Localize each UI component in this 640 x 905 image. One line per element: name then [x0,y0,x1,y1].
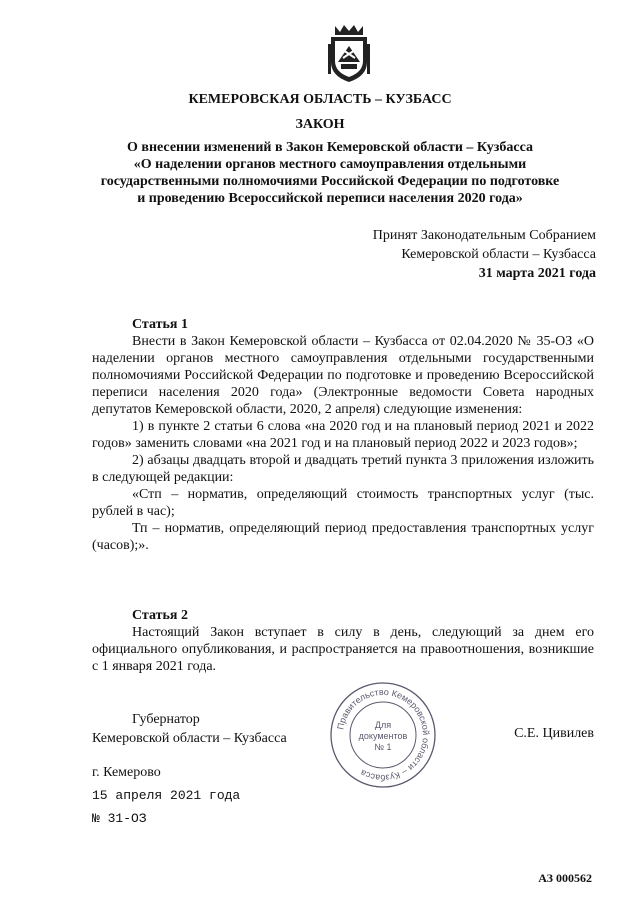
law-number: № 31-ОЗ [92,811,147,826]
serial-number: АЗ 000562 [538,871,592,885]
governor-title-line: Кемеровской области – Кузбасса [92,731,287,746]
adoption-date: 31 марта 2021 года [478,266,596,281]
article-1-paragraph: 1) в пункте 2 статьи 6 слова «на 2020 год и на плановый период 2021 и 2022 годов» заменить словами «на 2021 год и на плановый период 2022 и 2023 годов»; [92,419,594,451]
official-stamp [328,680,438,790]
region-name: КЕМЕРОВСКАЯ ОБЛАСТЬ – КУЗБАСС [188,92,452,107]
signing-date: 15 апреля 2021 года [92,788,241,803]
document-kind: ЗАКОН [295,117,345,132]
adoption-line: Принят Законодательным Собранием [372,228,596,243]
stamp-line: документов [358,731,408,741]
article-1-heading: Статья 1 [132,317,188,332]
article-1-paragraph: «Стп – норматив, определяющий стоимость транспортных услуг (тыс. рублей в час); [92,487,594,519]
coat-of-arms-icon [326,22,372,84]
title-line: «О наделении органов местного самоуправления отдельными [133,157,527,172]
title-line: государственными полномочиями Российской Федерации по подготовке [100,174,560,189]
signer-name: С.Е. Цивилев [514,726,594,741]
article-1-paragraph: 2) абзацы двадцать второй и двадцать третий пункта 3 приложения изложить в следующей редакции: [92,453,594,485]
adoption-block [373,226,596,283]
article-2-heading: Статья 2 [132,608,188,623]
law-title [80,139,580,207]
article-2-paragraph: Настоящий Закон вступает в силу в день, следующий за днем его официального опубликования, и распространяется на правоотношения, возникшие с 1 января 2021 года. [92,625,594,674]
stamp-line: № 1 [374,742,392,752]
title-line: и проведению Всероссийской переписи населения 2020 года» [137,191,523,206]
title-line: О внесении изменений в Закон Кемеровской области – Кузбасса [127,140,533,155]
article-1 [92,316,594,554]
article-1-paragraph: Тп – норматив, определяющий период предоставления транспортных услуг (часов);». [92,521,594,553]
governor-title-line: Губернатор [132,712,200,727]
governor-title [92,710,287,748]
article-1-paragraph: Внести в Закон Кемеровской области – Кузбасса от 02.04.2020 № 35-ОЗ «О наделении органов местного самоуправления отдельными государственными полномочиями Российской Федерации по подготовке и проведению Всероссийской переписи населения 2020 года» (Электронные ведомости Совета народных депутатов Кемеровской области, 2020, 2 апреля) следующие изменения: [92,334,594,417]
signing-city: г. Кемерово [92,765,161,780]
adoption-line: Кемеровской области – Кузбасса [401,247,596,262]
stamp-ring-text: Правительство Кемеровской области – Кузбасса [335,686,432,784]
article-2 [92,607,594,675]
stamp-line: Для [374,720,392,730]
